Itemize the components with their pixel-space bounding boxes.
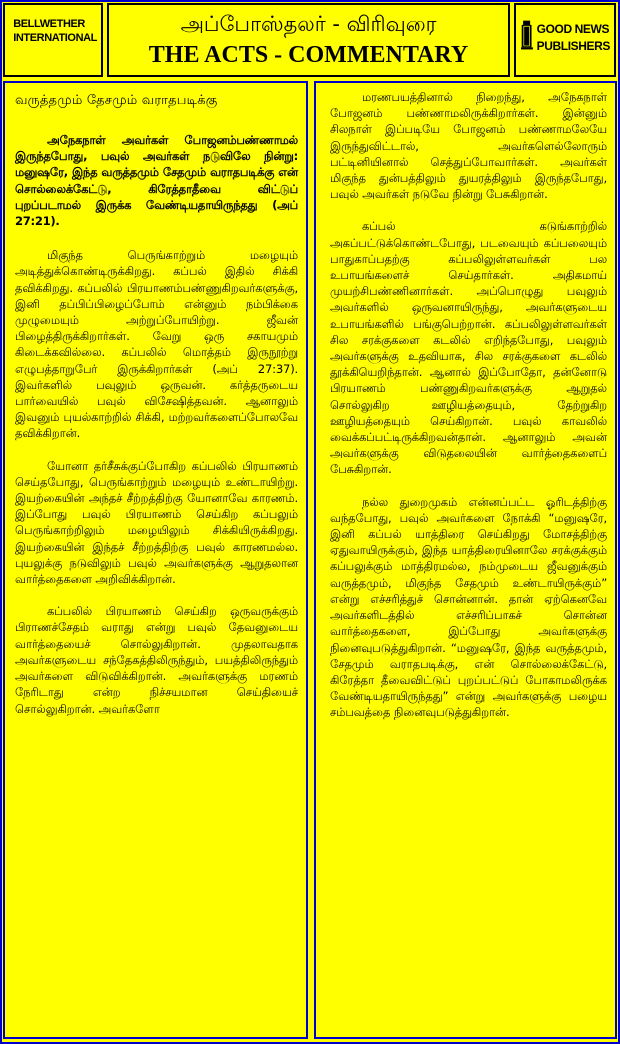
- body-paragraph: யோனா தர்சீசுக்குப்போகிற கப்பலில் பிரயாணம் செய்தபோது, பெருங்காற்றும் மழையும் உண்டாயிற்று. இயற்கையின் அந்தச் சீற்றத்திற்கு யோனாவே காரணம். இப்போது பவுல் பிரயாணம் செய்கிற கப்பலும் பெருங்காற்றிலும் மழையிலும் சிக்கியிருக்கிறது. இயற்கையின் இந்தச் சீற்றத்திற்கு பவுல் காரணமல்ல. புயலுக்கு நடுவிலும் பவுல் அவர்களுக்கு ஆறுதலான வார்த்தைகளை அறிவிக்கிறான்.: [15, 458, 298, 587]
- right-logo-line2: PUBLISHERS: [536, 39, 610, 53]
- right-logo-line1: GOOD NEWS: [536, 22, 610, 36]
- left-logo-line2: INTERNATIONAL: [13, 32, 97, 44]
- header-title-box: [107, 3, 510, 77]
- body-paragraph: மிகுந்த பெருங்காற்றும் மழையும் அடித்துக்கொண்டிருக்கிறது. கப்பல் இதில் சிக்கி தவிக்கிறது. கப்பலில் பிரயாணம்பண்ணுகிறவர்களுக்கு, இனி தப்பிப்பிழைப்போம் என்னும் நம்பிக்கை முழுமையும் அற்றுப்போயிற்று. ஜீவன் பிழைத்திருக்கிறார்கள். வேறு ஒரு சகாயமும் கிடைக்கவில்லை. கப்பலில் மொத்தம் இருநூற்று எழுபத்தாறுபேர் இருக்கிறார்கள் (அப் 27:37). இவர்களில் பவுலும் ஒருவன். கர்த்தருடைய பார்வையில் பவுல் விசேஷித்தவன். ஆனாலும் இவனும் புயல்காற்றில் சிக்கி, மற்றவர்களைப்போலவே தவிக்கிறான்.: [15, 248, 298, 441]
- body-paragraph: மரணபயத்தினால் நிறைந்து, அநேகநாள் போஜனம் பண்ணாமலிருக்கிறார்கள். இன்னும் சிலநாள் இப்படியே போஜனம் பண்ணாமலேயே இருந்துவிட்டால், அவர்களெல்லோரும் பட்டினியினால் செத்துப்போவார்கள். அவர்கள் மிகுந்த துன்பத்திலும் துயரத்திலும் இருந்தபோது, பவுல் அவர்கள் நடுவே நின்று பேசுகிறான்.: [330, 90, 607, 202]
- left-column: [3, 81, 308, 1039]
- right-column: [314, 81, 617, 1039]
- title-english: THE ACTS - COMMENTARY: [148, 42, 469, 68]
- body-paragraph: கப்பலில் பிரயாணம் செய்கிற ஒருவருக்கும் பிராணச்சேதம் வராது என்று பவுல் தேவனுடைய வார்த்தையைச் சொல்லுகிறான். முதலாவதாக அவர்களுடைய சந்தேகத்திலிருந்தும், பயத்திலிருந்தும் அவர்களை விடுவிக்கிறான். அவர்களுக்கு மரணம் நேரிடாது என்ற நிச்சயமான செய்தியைச் சொல்லுகிறான். அவர்களோ: [15, 604, 298, 716]
- body-paragraph: நல்ல துறைமுகம் என்னப்பட்ட ஓரிடத்திற்கு வந்தபோது, பவுல் அவர்களை நோக்கி “மனுஷரே, இனி கப்பல் யாத்திரை செய்கிறது மோசத்திற்கு ஏதுவாயிருக்கும், இந்த யாத்திரையினாலே சரக்குக்கும் கப்பலுக்கும் மாத்திரமல்ல, நம்முடைய ஜீவனுக்கும் வருத்தமும், மிகுந்த சேதமும் உண்டாயிருக்கும்” என்று எச்சரித்துச் சொன்னான். தான் ஏற்கெனவே அவர்களிடத்தில் எச்சரிப்பாகச் சொன்ன வார்த்தைகளை, இப்போது அவர்களுக்கு நினைவுபடுத்துகிறான். “மனுஷரே, இந்த வருத்தமும், சேதமும் வராதபடிக்கு, என் சொல்லைக்கேட்டு, கிரேத்தா தீவைவிட்டுப் புறப்பட்டுப் போகாமலிருக்க வேண்டியதாயிருந்தது” என்று அவர்களுக்கு பழைய சம்பவத்தை நினைவுபடுத்துகிறான்.: [330, 494, 607, 720]
- book-icon: [521, 11, 534, 57]
- section-heading: வருத்தமும் தேசமும் வராதபடிக்கு: [15, 93, 218, 108]
- body-paragraph: கப்பல் கடுங்காற்றில் அகப்பட்டுக்கொண்டபோது, படவையும் கப்பலையும் பாதுகாப்பதற்கு கப்பலிலுள்ளவர்கள் பல உபாயங்களைச் செய்தார்கள். அதிகமாய் முயற்சிபண்ணினார்கள். அப்பொழுது பவுலும் அவர்களில் ஒருவனாயிருந்து, அவர்களுடைய உபாயங்களில் பங்குபெற்றான். கப்பலிலுள்ளவர்கள் சில சரக்குகளை கடலில் எறிந்தபோது, பவுலும் அவர்களுக்கு உதவியாக, சில சரக்குகளை கடலில் தூக்கியெறிந்தான். ஆனால் இப்போதோ, தன்னோடு பிரயாணம் பண்ணுகிறவர்களுக்கு ஆறுதல் சொல்லுகிற ஊழியத்தையும், தேற்றுகிற ஊழியத்தையும் செய்கிறான். பவுல் காவலில் வைக்கப்பட்டிருக்கிறவன்தான். ஆனாலும் அவன் அவர்களுக்கு விடுதலையின் வார்த்தைகளைப் பேசுகிறான்.: [330, 219, 607, 477]
- good-news-logo: [514, 3, 616, 77]
- left-logo-line1: BELLWETHER: [13, 18, 85, 30]
- title-tamil: அப்போஸ்தலர் - விரிவுரை: [180, 12, 437, 36]
- bellwether-logo: [3, 3, 103, 77]
- scripture-quote: அநேகநாள் அவர்கள் போஜனம்பண்ணாமல் இருந்தபோது, பவுல் அவர்கள் நடுவிலே நின்று: மனுஷரே, இந்த வருத்தமும் சேதமும் வராதபடிக்கு என் சொல்லைக்கேட்டு, கிரேத்தாதீவை விட்டுப் புறப்படாமல் இருக்க வேண்டியதாயிருந்தது (அப் 27:21).: [15, 133, 298, 229]
